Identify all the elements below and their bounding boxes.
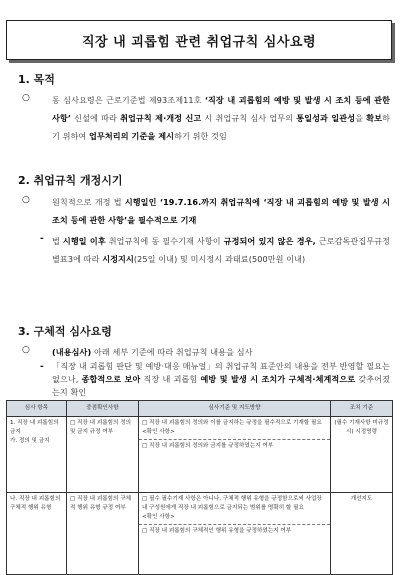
divider — [139, 439, 330, 440]
table-cell-focus: □ 직장 내 괴롭힘의 정의 및 금지 규정 여부 — [67, 417, 139, 493]
table-cell-criteria — [139, 417, 331, 493]
table-cell-action: 개선지도 — [331, 493, 393, 575]
table-header-cell: 심사 항목 — [7, 401, 67, 417]
dash-bullet-icon: - — [40, 362, 44, 372]
criteria-text: □ 필수 필수기재 사항은 아니나, 구체적 행위 유형을 규정함으로써 사업장 내 구성원에게 직장 내 괴롭힘으로 금지되는 범위를 명확히 할 필요 <확인 사항> — [142, 496, 322, 520]
document-title: 직장 내 괴롭힘 관련 취업규칙 심사요령 — [6, 20, 392, 60]
circle-bullet-icon: ○ — [22, 345, 30, 355]
criteria-check-text: □ 직장 내 괴롭힘의 정의와 금지를 규정하였는지 여부 — [142, 443, 274, 449]
table-header-cell: 심사기준 및 지도방향 — [139, 401, 331, 417]
section-heading-detailed-review: 3. 구체적 심사요령 — [18, 325, 112, 338]
section-heading-purpose: 1. 목적 — [18, 73, 55, 86]
table-cell-item: 나. 직장 내 괴롭힘의 구체적 행위 유형 — [7, 493, 67, 575]
table-row — [7, 493, 393, 575]
table-header-row — [7, 401, 393, 417]
criteria-check-text: □ 직장 내 괴롭힘의 구체적인 행위 유형을 규정하였는지 여부 — [142, 528, 292, 534]
table-row — [7, 417, 393, 493]
criteria-text: □ 직장 내 괴롭힘의 정의와 이를 금지하는 규정을 필수적으로 기재할 필요 <확인 사항> — [142, 420, 322, 435]
circle-bullet-icon: ○ — [22, 195, 30, 205]
dash-bullet-icon: - — [40, 234, 44, 244]
table-header-cell: 중점확인사항 — [67, 401, 139, 417]
table-header-cell: 조치 기준 — [331, 401, 393, 417]
circle-bullet-icon: ○ — [22, 93, 30, 103]
review-criteria-table — [6, 400, 393, 575]
table-cell-focus: □ 직장 내 괴롭힘의 구체적 행위 유형 규정 여부 — [67, 493, 139, 575]
divider — [139, 524, 330, 525]
table-cell-action: (필수 기재사항 미규정 시) 시정명령 — [331, 417, 393, 493]
content-review-paragraph: (내용심사) 아래 세부 기준에 따라 취업규칙 내용을 심사 — [52, 347, 253, 357]
table-cell-item: 1. 직장 내 괴롭힘의 금지 가. 정의 및 금지 — [7, 417, 67, 493]
post-enforcement-paragraph: 법 시행일 이후 취업규칙에 동 필수기재 사항이 규정되어 있지 않은 경우, 근로감독관집무규정 별표3에 따라 시정지시(25일 이내) 및 미시정시 과태료(500만원 이내) — [52, 236, 391, 264]
purpose-paragraph: 동 심사요령은 근로기준법 제93조제11호 ‘직장 내 괴롭힘의 예방 및 발생 시 조치 등에 관한 사항’ 신설에 따라 취업규칙 제·개정 신고 시 취업규칙 심사 업무의 통일성과 일관성을 확보하기 위하여 업무처리의 기준을 제시하기 위한 것임 — [52, 95, 391, 141]
section-heading-revision-timing: 2. 취업규칙 개정시기 — [18, 174, 123, 187]
manual-paragraph: 「직장 내 괴롭힘 판단 및 예방·대응 매뉴얼」의 취업규칙 표준안의 내용을 전부 반영할 필요는 없으나, 종합적으로 보아 직장 내 괴롭힘 예방 및 발생 시 조치가 구체적·체계적으로 갖추어졌는지 확인 — [52, 361, 390, 397]
table-cell-criteria — [139, 493, 331, 575]
revision-paragraph: 원칙적으로 개정 법 시행일인 ‘19.7.16.까지 취업규칙에 ‘직장 내 괴롭힘의 예방 및 발생 시 조치 등에 관한 사항’을 필수적으로 기재 — [52, 197, 391, 225]
